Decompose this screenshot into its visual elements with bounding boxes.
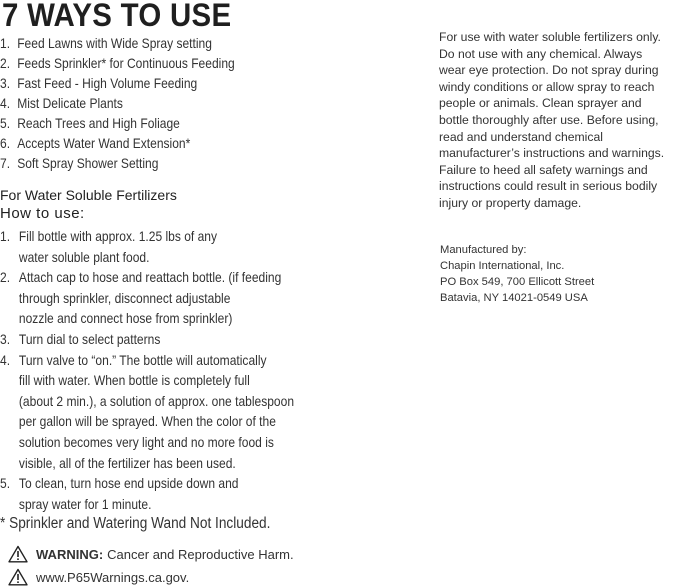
list-item (0, 93, 235, 113)
manufacturer-line: Manufactured by: (440, 244, 527, 256)
list-text: Mist Delicate Plants (17, 95, 123, 111)
list-number: 7. (0, 155, 11, 171)
warning-url-line (8, 568, 189, 586)
step-line: Turn dial to select patterns (18, 330, 161, 347)
list-number: 6. (0, 135, 11, 151)
step-line: (about 2 min.), a solution of approx. one tablespoon (18, 392, 295, 409)
list-number: 5. (0, 115, 11, 131)
step-number: 3. (0, 330, 11, 347)
list-number: 4. (0, 95, 11, 111)
step-line: To clean, turn hose end upside down and (18, 475, 239, 492)
list-item (0, 113, 235, 133)
warning-text: Cancer and Reproductive Harm. (107, 546, 294, 562)
footnote: * Sprinkler and Watering Wand Not Included. (0, 515, 271, 532)
list-item (0, 33, 235, 53)
step-number: 5. (0, 475, 11, 492)
step-line: Turn valve to “on.” The bottle will automatically (18, 351, 267, 368)
how-to-title: How to use: (0, 205, 85, 222)
step-line: per gallon will be sprayed. When the color of the (18, 413, 276, 430)
step-number: 1. (0, 228, 11, 244)
caution-paragraph: For use with water soluble fertilizers only. Do not use with any chemical. Always wear eye protection. Do not spray during windy conditions or allow spray to reach people or animals. Clean sprayer and bottle thoroughly after use. Before using, read and understand chemical manufacturer’s instructions and warnings. Failure to heed all safety warnings and instructions could result in serious bodily injury or property damage. (439, 30, 665, 210)
manufacturer-line: Batavia, NY 14021-0549 USA (440, 292, 588, 304)
list-item (0, 73, 235, 93)
step-item (0, 226, 294, 267)
section-title: For Water Soluble Fertilizers (0, 187, 177, 203)
list-text: Feed Lawns with Wide Spray setting (17, 35, 212, 51)
warning-triangle-icon (8, 568, 28, 586)
step-number: 4. (0, 351, 11, 368)
manufacturer-line: Chapin International, Inc. (440, 260, 565, 272)
step-item (0, 329, 294, 350)
list-item (0, 133, 235, 153)
list-item (0, 153, 235, 173)
ways-list (0, 33, 235, 173)
warning-triangle-icon (8, 545, 28, 563)
step-line: spray water for 1 minute. (18, 495, 152, 512)
step-line: nozzle and connect hose from sprinkler) (18, 310, 233, 327)
step-item (0, 473, 294, 514)
step-line: solution becomes very light and no more food is (18, 433, 274, 450)
page-title: 7 WAYS TO USE (2, 0, 232, 33)
list-number: 1. (0, 35, 11, 51)
warning-label: WARNING: (36, 546, 104, 562)
list-text: Fast Feed - High Volume Feeding (17, 75, 198, 91)
step-line: through sprinkler, disconnect adjustable (18, 289, 231, 306)
list-text: Accepts Water Wand Extension* (17, 135, 191, 151)
manufacturer-line: PO Box 549, 700 Ellicott Street (440, 276, 595, 288)
list-number: 3. (0, 75, 11, 91)
list-text: Soft Spray Shower Setting (17, 155, 159, 171)
warning-line (8, 545, 294, 563)
step-item (0, 267, 294, 329)
list-item (0, 53, 235, 73)
list-text: Reach Trees and High Foliage (17, 115, 180, 131)
step-line: fill with water. When bottle is completely full (18, 372, 250, 389)
step-item (0, 350, 294, 474)
warning-url: www.P65Warnings.ca.gov. (36, 569, 190, 585)
step-line: Fill bottle with approx. 1.25 lbs of any (18, 228, 218, 244)
step-number: 2. (0, 269, 11, 286)
list-text: Feeds Sprinkler* for Continuous Feeding (17, 55, 235, 71)
list-number: 2. (0, 55, 11, 71)
manufacturer-block (440, 242, 594, 306)
step-line: water soluble plant food. (18, 248, 150, 265)
steps-list (0, 226, 294, 514)
step-line: visible, all of the fertilizer has been used. (18, 454, 236, 471)
step-line: Attach cap to hose and reattach bottle. (if feeding (18, 269, 282, 286)
